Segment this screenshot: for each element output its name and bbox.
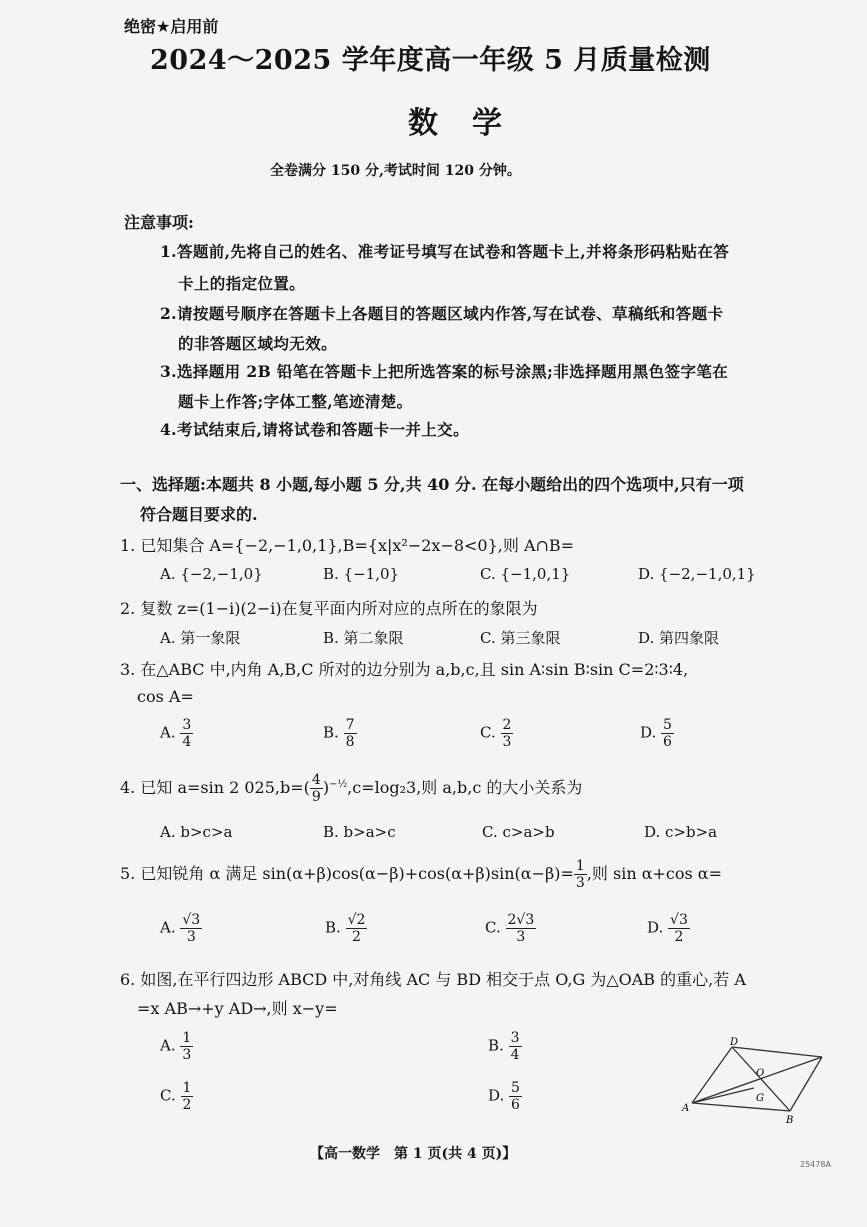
print-code: 25478A [800,1160,831,1169]
note-line: 3.选择题用 2B 铅笔在答题卡上把所选答案的标号涂黑;非选择题用黑色签字笔在 [160,362,729,381]
q1-option-c: C. {−1,0,1} [480,565,571,583]
figure-label-b: B [786,1115,794,1126]
q6-option-d: D. $\frac{5}{6}$ [488,1080,520,1114]
question-2-stem: 2. 复数 z=(1−i)(2−i)在复平面内所对应的点所在的象限为 [120,599,538,618]
note-line: 题卡上作答;字体工整,笔迹清楚。 [178,392,413,411]
question-6-stem-cont: =x AB→+y AD→,则 x−y= [137,999,338,1018]
note-line: 1.答题前,先将自己的姓名、准考证号填写在试卷和答题卡上,并将条形码粘贴在答 [160,242,730,261]
note-line: 4.考试结束后,请将试卷和答题卡一并上交。 [160,420,469,439]
exam-title: 2024～2025 学年度高一年级 5 月质量检测 [150,45,711,76]
q4-option-c: C. c>a>b [482,823,555,841]
q2-option-d: D. 第四象限 [638,629,720,647]
q3-option-a: A. $\frac{3}{4}$ [160,717,192,751]
q1-option-b: B. {−1,0} [323,565,400,583]
q6-option-a: A. $\frac{1}{3}$ [160,1030,192,1064]
section-heading-cont: 符合题目要求的. [140,505,258,524]
q4-option-a: A. b>c>a [160,823,233,841]
q4-option-b: B. b>a>c [323,823,396,841]
figure-label-a: A [682,1103,690,1114]
q3-option-b: B. $\frac{7}{8}$ [323,717,355,751]
page-footer: 【高一数学 第 1 页(共 4 页)】 [310,1146,517,1162]
q1-option-a: A. {−2,−1,0} [160,565,263,583]
section-heading: 一、选择题:本题共 8 小题,每小题 5 分,共 40 分. 在每小题给出的四个选项中,只有一项 [120,475,744,494]
q3-option-d: D. $\frac{5}{6}$ [640,717,672,751]
question-6-stem: 6. 如图,在平行四边形 ABCD 中,对角线 AC 与 BD 相交于点 O,G 为△OAB 的重心,若 A [120,970,746,989]
note-line: 的非答题区域均无效。 [178,334,338,353]
q1-option-d: D. {−2,−1,0,1} [638,565,756,583]
q5-option-a: A. $\frac{√3}{3}$ [160,912,201,946]
question-5-stem: 5. 已知锐角 α 满足 sin(α+β)cos(α−β)+cos(α+β)sin(α−β)= $\frac{1}{3}$ ,则 sin α+cos α= [120,858,723,892]
q5-option-d: D. $\frac{√3}{2}$ [647,912,688,946]
side-bc [790,1057,822,1111]
question-4-stem: 4. 已知 a=sin 2 025,b=( $\frac{4}{9}$ )$^{-\frac{1}{2}}$,c=log₂3,则 a,b,c 的大小关系为 [120,772,583,806]
q5-option-b: B. $\frac{√2}{2}$ [325,912,366,946]
q2-option-b: B. 第二象限 [323,629,404,647]
q2-option-a: A. 第一象限 [160,629,241,647]
q6-option-c: C. $\frac{1}{2}$ [160,1080,192,1114]
note-line: 卡上的指定位置。 [178,274,306,293]
q6-option-b: B. $\frac{3}{4}$ [488,1030,520,1064]
figure-label-o: O [756,1068,765,1079]
parallelogram-figure [680,1035,830,1130]
figure-label-g: G [756,1093,764,1104]
q4-option-d: D. c>b>a [644,823,718,841]
q2-option-c: C. 第三象限 [480,629,561,647]
question-1-stem: 1. 已知集合 A={−2,−1,0,1},B={x|x²−2x−8<0},则 A∩B= [120,536,575,555]
question-3-stem-cont: cos A= [137,687,194,706]
side-ab [692,1103,790,1111]
confidential-mark: 绝密★启用前 [124,17,219,36]
figure-label-d: D [730,1037,739,1048]
note-line: 2.请按题号顺序在答题卡上各题目的答题区域内作答,写在试卷、草稿纸和答题卡 [160,304,724,323]
q5-option-c: C. $\frac{2√3}{3}$ [485,912,535,946]
question-3-stem: 3. 在△ABC 中,内角 A,B,C 所对的边分别为 a,b,c,且 sin A∶sin B∶sin C=2∶3∶4, [120,660,689,679]
score-info: 全卷满分 150 分,考试时间 120 分钟。 [270,163,521,179]
subject-title: 数学 [408,106,536,141]
notes-heading: 注意事项: [124,213,194,232]
side-dc [732,1047,822,1057]
q3-option-c: C. $\frac{2}{3}$ [480,717,512,751]
